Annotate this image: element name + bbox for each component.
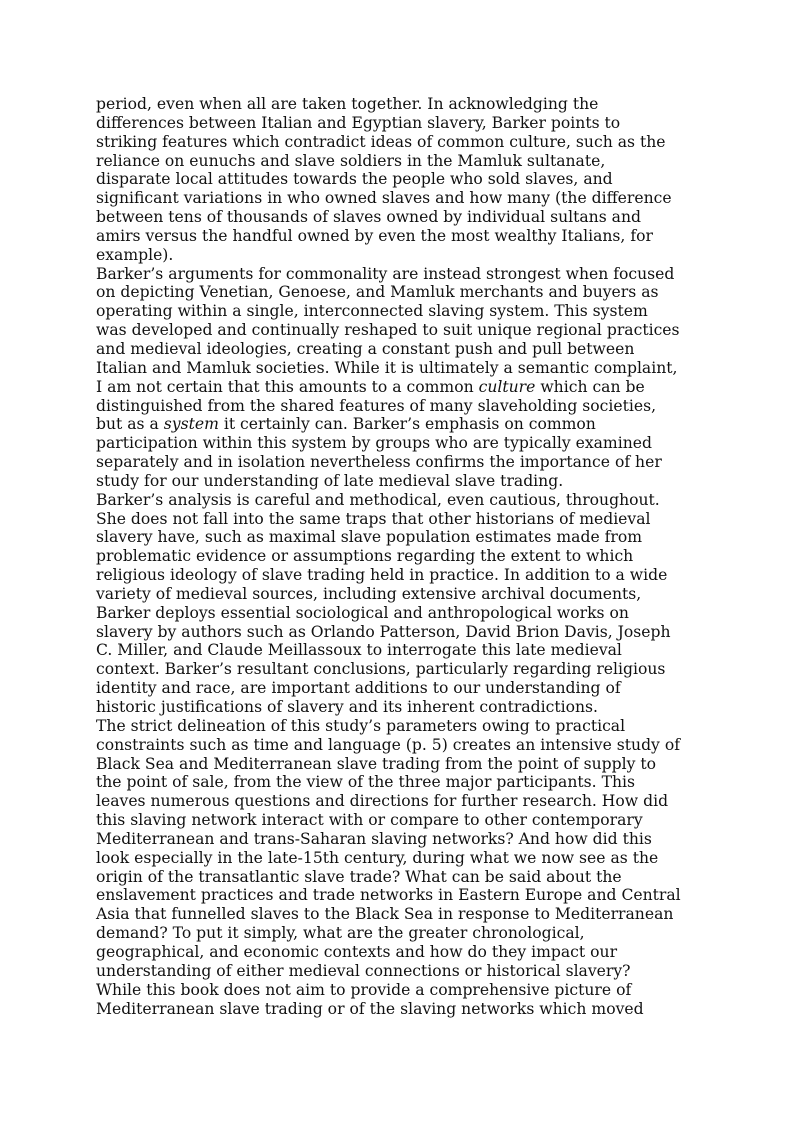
text-segment: The strict delineation of this study’s parameters owing to practical (96, 716, 626, 735)
text-segment: Asia that funnelled slaves to the Black Sea in response to Mediterranean (96, 905, 674, 924)
text-segment: slavery by authors such as Orlando Patterson, David Brion Davis, Joseph (96, 622, 671, 641)
text-line (96, 378, 706, 397)
text-line (96, 905, 706, 924)
text-segment: and medieval ideologies, creating a constant push and pull between (96, 339, 635, 358)
text-segment: I am not certain that this amounts to a common (96, 377, 479, 396)
text-line (96, 321, 706, 340)
text-line (96, 943, 706, 962)
text-segment: but as a (96, 415, 164, 434)
text-segment: Barker’s arguments for commonality are instead strongest when focused (96, 264, 675, 283)
text-line (96, 152, 706, 171)
text-segment: study for our understanding of late medieval slave trading. (96, 471, 564, 490)
text-segment: which can be (535, 377, 645, 396)
text-line (96, 886, 706, 905)
text-segment: religious ideology of slave trading held in practice. In addition to a wide (96, 566, 668, 585)
paragraph (96, 95, 706, 265)
text-segment: between tens of thousands of slaves owned by individual sultans and (96, 208, 641, 227)
text-segment: participation within this system by groups who are typically examined (96, 434, 652, 453)
text-line (96, 1000, 706, 1019)
text-line (96, 660, 706, 679)
text-segment: context. Barker’s resultant conclusions, particularly regarding religious (96, 660, 666, 679)
text-line (96, 434, 706, 453)
text-line (96, 397, 706, 416)
text-line (96, 623, 706, 642)
text-segment: distinguished from the shared features of many slaveholding societies, (96, 396, 657, 415)
text-segment: origin of the transatlantic slave trade? What can be said about the (96, 867, 622, 886)
text-segment: C. Miller, and Claude Meillassoux to interrogate this late medieval (96, 641, 622, 660)
text-line (96, 510, 706, 529)
text-segment: amirs versus the handful owned by even the most wealthy Italians, for (96, 226, 653, 245)
text-line (96, 792, 706, 811)
text-segment: Italian and Mamluk societies. While it is ultimately a semantic complaint, (96, 358, 678, 377)
review-body-text (96, 95, 706, 1018)
paragraph (96, 265, 706, 491)
text-line (96, 415, 706, 434)
text-segment: example). (96, 245, 174, 264)
text-line (96, 359, 706, 378)
text-segment: on depicting Venetian, Genoese, and Mamluk merchants and buyers as (96, 283, 659, 302)
text-segment: the point of sale, from the view of the three major participants. This (96, 773, 635, 792)
text-segment: separately and in isolation nevertheless confirms the importance of her (96, 453, 662, 472)
text-line (96, 566, 706, 585)
text-segment: look especially in the late-15th century, during what we now see as the (96, 848, 659, 867)
text-line (96, 868, 706, 887)
text-line (96, 755, 706, 774)
text-line (96, 133, 706, 152)
text-line (96, 453, 706, 472)
text-segment: While this book does not aim to provide a comprehensive picture of (96, 980, 632, 999)
text-segment: identity and race, are important additions to our understanding of (96, 679, 621, 698)
text-line (96, 981, 706, 1000)
text-segment: Barker’s analysis is careful and methodical, even cautious, throughout. (96, 490, 660, 509)
text-segment: disparate local attitudes towards the people who sold slaves, and (96, 170, 613, 189)
text-segment: striking features which contradict ideas of common culture, such as the (96, 132, 666, 151)
emphasized-text: system (163, 415, 219, 434)
text-segment: it certainly can. Barker’s emphasis on common (218, 415, 596, 434)
text-segment: differences between Italian and Egyptian slavery, Barker points to (96, 113, 621, 132)
text-segment: period, even when all are taken together. In acknowledging the (96, 95, 599, 113)
text-line (96, 491, 706, 510)
text-segment: Mediterranean and trans-Saharan slaving networks? And how did this (96, 829, 652, 848)
text-line (96, 472, 706, 491)
text-segment: problematic evidence or assumptions regarding the extent to which (96, 547, 634, 566)
text-segment: this slaving network interact with or compare to other contemporary (96, 811, 643, 830)
text-segment: Black Sea and Mediterranean slave trading from the point of supply to (96, 754, 657, 773)
text-segment: operating within a single, interconnected slaving system. This system (96, 302, 648, 321)
text-line (96, 265, 706, 284)
text-line (96, 547, 706, 566)
text-segment: Mediterranean slave trading or of the slaving networks which moved (96, 999, 644, 1018)
paragraph (96, 491, 706, 717)
text-line (96, 170, 706, 189)
text-segment: historic justifications of slavery and its inherent contradictions. (96, 698, 598, 716)
text-line (96, 246, 706, 265)
paragraph (96, 981, 706, 1019)
text-line (96, 114, 706, 133)
text-segment: Barker deploys essential sociological and anthropological works on (96, 603, 629, 622)
text-line (96, 717, 706, 736)
text-line (96, 189, 706, 208)
text-line (96, 528, 706, 547)
text-line (96, 698, 706, 717)
text-segment: was developed and continually reshaped to suit unique regional practices (96, 321, 680, 340)
text-line (96, 95, 706, 114)
text-segment: leaves numerous questions and directions for further research. How did (96, 792, 669, 811)
text-line (96, 679, 706, 698)
text-segment: demand? To put it simply, what are the greater chronological, (96, 924, 585, 943)
text-segment: reliance on eunuchs and slave soldiers in the Mamluk sultanate, (96, 151, 606, 170)
text-line (96, 830, 706, 849)
text-line (96, 283, 706, 302)
text-line (96, 962, 706, 981)
text-line (96, 773, 706, 792)
text-segment: variety of medieval sources, including extensive archival documents, (96, 584, 642, 603)
text-line (96, 340, 706, 359)
text-segment: geographical, and economic contexts and how do they impact our (96, 942, 618, 961)
text-line (96, 208, 706, 227)
text-segment: understanding of either medieval connections or historical slavery? (96, 961, 631, 980)
text-line (96, 849, 706, 868)
emphasized-text: culture (478, 377, 536, 396)
text-line (96, 302, 706, 321)
text-segment: slavery have, such as maximal slave population estimates made from (96, 528, 643, 547)
text-line (96, 924, 706, 943)
paragraph (96, 717, 706, 981)
text-segment: She does not fall into the same traps that other historians of medieval (96, 509, 651, 528)
text-line (96, 227, 706, 246)
text-line (96, 811, 706, 830)
text-line (96, 736, 706, 755)
text-segment: significant variations in who owned slaves and how many (the difference (96, 189, 672, 208)
text-line (96, 641, 706, 660)
text-line (96, 604, 706, 623)
text-segment: enslavement practices and trade networks in Eastern Europe and Central (96, 886, 681, 905)
text-segment: constraints such as time and language (p. 5) creates an intensive study of (96, 735, 680, 754)
text-line (96, 585, 706, 604)
